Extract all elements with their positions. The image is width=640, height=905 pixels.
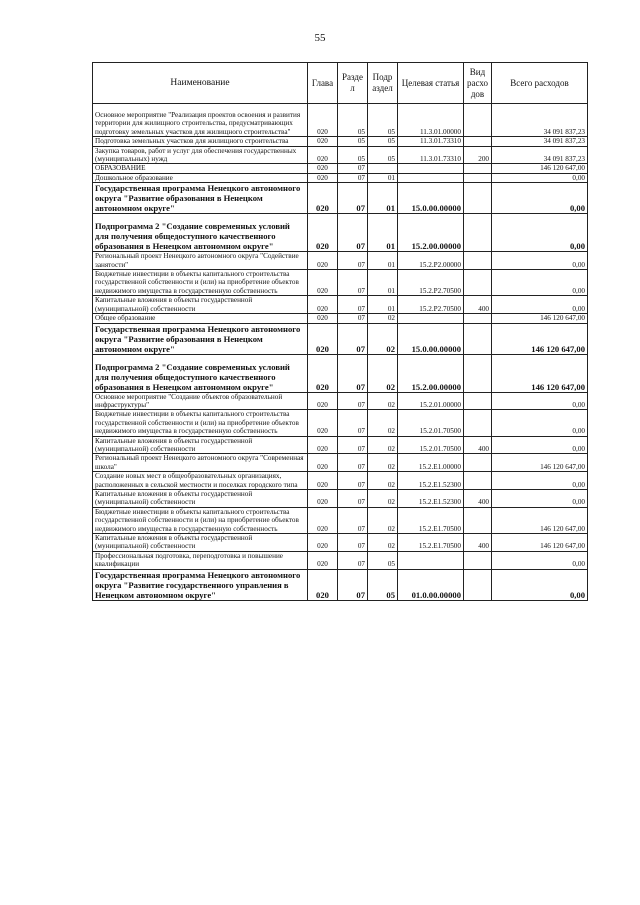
cell-name: Капитальные вложения в объекты государственной (муниципальной) собственности	[93, 489, 308, 507]
cell-glava: 020	[308, 507, 338, 533]
cell-name: Подготовка земельных участков для жилищного строительства	[93, 137, 308, 146]
cell-celevaya: 15.2.E1.52300	[398, 489, 464, 507]
cell-podrazdel: 05	[368, 569, 398, 600]
cell-podrazdel: 02	[368, 314, 398, 323]
cell-name: Основное мероприятие "Создание объектов образовательной инфраструктуры"	[93, 392, 308, 410]
cell-celevaya	[398, 551, 464, 569]
header-total: Всего расходов	[492, 63, 588, 104]
cell-total: 0,00	[492, 392, 588, 410]
cell-glava: 020	[308, 183, 338, 214]
cell-total: 0,00	[492, 183, 588, 214]
cell-glava: 020	[308, 354, 338, 392]
cell-celevaya: 15.0.00.00000	[398, 183, 464, 214]
header-row	[93, 63, 588, 104]
cell-vid	[464, 214, 492, 252]
cell-celevaya: 11.3.01.73310	[398, 137, 464, 146]
cell-glava: 020	[308, 436, 338, 454]
cell-podrazdel: 02	[368, 392, 398, 410]
header-razdel: Разде л	[338, 63, 368, 104]
cell-glava: 020	[308, 137, 338, 146]
header-glava: Глава	[308, 63, 338, 104]
cell-vid	[464, 270, 492, 296]
header-name: Наименование	[93, 63, 308, 104]
cell-vid	[464, 252, 492, 270]
cell-name: Закупка товаров, работ и услуг для обеспечения государственных (муниципальных) нужд	[93, 146, 308, 164]
cell-vid	[464, 323, 492, 354]
cell-vid	[464, 410, 492, 436]
cell-razdel: 07	[338, 534, 368, 552]
table-row	[93, 534, 588, 552]
cell-total: 0,00	[492, 472, 588, 490]
cell-vid	[464, 137, 492, 146]
table-row	[93, 410, 588, 436]
cell-glava: 020	[308, 146, 338, 164]
cell-name: ОБРАЗОВАНИЕ	[93, 164, 308, 173]
cell-glava: 020	[308, 410, 338, 436]
cell-celevaya: 15.2.01.70500	[398, 410, 464, 436]
table-row	[93, 252, 588, 270]
cell-glava: 020	[308, 323, 338, 354]
cell-total: 146 120 647,00	[492, 354, 588, 392]
cell-total: 146 120 647,00	[492, 507, 588, 533]
cell-glava: 020	[308, 472, 338, 490]
table-row	[93, 454, 588, 472]
cell-podrazdel: 01	[368, 252, 398, 270]
cell-name: Создание новых мест в общеобразовательных организациях, расположенных в сельской местности и поселках городского типа	[93, 472, 308, 490]
cell-razdel: 07	[338, 436, 368, 454]
cell-name: Бюджетные инвестиции в объекты капитального строительства государственной собственности и (или) на приобретение объектов недвижимого имущества в государственную собственность	[93, 410, 308, 436]
cell-celevaya: 15.2.00.00000	[398, 214, 464, 252]
cell-vid: 400	[464, 296, 492, 314]
table-row	[93, 173, 588, 182]
cell-vid: 200	[464, 146, 492, 164]
cell-name: Подпрограмма 2 "Создание современных условий для получения общедоступного качественного образования в Ненецком автономном округе"	[93, 354, 308, 392]
cell-glava: 020	[308, 392, 338, 410]
cell-razdel: 07	[338, 270, 368, 296]
cell-glava: 020	[308, 173, 338, 182]
table-body	[93, 104, 588, 601]
cell-podrazdel: 01	[368, 183, 398, 214]
cell-podrazdel: 05	[368, 104, 398, 137]
cell-name: Дошкольное образование	[93, 173, 308, 182]
table-row	[93, 164, 588, 173]
cell-celevaya: 11.3.01.73310	[398, 146, 464, 164]
cell-glava: 020	[308, 104, 338, 137]
cell-celevaya	[398, 164, 464, 173]
cell-glava: 020	[308, 296, 338, 314]
cell-total: 0,00	[492, 489, 588, 507]
cell-total: 146 120 647,00	[492, 314, 588, 323]
cell-total: 0,00	[492, 410, 588, 436]
cell-podrazdel: 02	[368, 410, 398, 436]
cell-podrazdel: 01	[368, 270, 398, 296]
cell-razdel: 07	[338, 472, 368, 490]
table-row	[93, 489, 588, 507]
cell-podrazdel: 02	[368, 472, 398, 490]
cell-podrazdel: 02	[368, 534, 398, 552]
cell-glava: 020	[308, 314, 338, 323]
cell-razdel: 07	[338, 551, 368, 569]
cell-total: 0,00	[492, 551, 588, 569]
cell-razdel: 05	[338, 146, 368, 164]
cell-razdel: 07	[338, 410, 368, 436]
cell-vid	[464, 104, 492, 137]
cell-vid	[464, 314, 492, 323]
cell-vid	[464, 173, 492, 182]
cell-podrazdel: 02	[368, 436, 398, 454]
cell-razdel: 07	[338, 252, 368, 270]
cell-razdel: 07	[338, 296, 368, 314]
cell-podrazdel: 02	[368, 507, 398, 533]
cell-total: 0,00	[492, 296, 588, 314]
cell-glava: 020	[308, 569, 338, 600]
cell-vid	[464, 183, 492, 214]
cell-celevaya: 15.2.P2.00000	[398, 252, 464, 270]
header-celevaya: Целевая статья	[398, 63, 464, 104]
table-row	[93, 472, 588, 490]
table-row	[93, 146, 588, 164]
cell-glava: 020	[308, 164, 338, 173]
header-podrazdel: Подр аздел	[368, 63, 398, 104]
cell-vid	[464, 392, 492, 410]
cell-celevaya: 15.2.P2.70500	[398, 296, 464, 314]
cell-celevaya	[398, 173, 464, 182]
cell-name: Общее образование	[93, 314, 308, 323]
cell-celevaya: 15.0.00.00000	[398, 323, 464, 354]
table-row	[93, 314, 588, 323]
cell-total: 0,00	[492, 270, 588, 296]
cell-celevaya: 15.2.E1.70500	[398, 534, 464, 552]
cell-celevaya: 11.3.01.00000	[398, 104, 464, 137]
cell-vid	[464, 454, 492, 472]
table-row	[93, 569, 588, 600]
cell-total: 146 120 647,00	[492, 164, 588, 173]
table-row	[93, 183, 588, 214]
cell-name: Государственная программа Ненецкого автономного округа "Развитие государственного управления в Ненецком автономном округе"	[93, 569, 308, 600]
cell-podrazdel: 05	[368, 137, 398, 146]
cell-name: Основное мероприятие "Реализация проектов освоения и развития территории для жилищного строительства, предусматривающих подготовку земельных участков для жилищного строительства"	[93, 104, 308, 137]
table-row	[93, 323, 588, 354]
cell-podrazdel: 02	[368, 454, 398, 472]
cell-celevaya: 15.2.00.00000	[398, 354, 464, 392]
cell-glava: 020	[308, 270, 338, 296]
cell-podrazdel: 02	[368, 489, 398, 507]
cell-glava: 020	[308, 489, 338, 507]
cell-vid	[464, 569, 492, 600]
table-row	[93, 392, 588, 410]
cell-podrazdel: 01	[368, 296, 398, 314]
cell-razdel: 07	[338, 354, 368, 392]
cell-vid: 400	[464, 489, 492, 507]
table-row	[93, 296, 588, 314]
cell-glava: 020	[308, 454, 338, 472]
budget-table	[92, 62, 588, 601]
cell-glava: 020	[308, 551, 338, 569]
cell-razdel: 07	[338, 392, 368, 410]
cell-celevaya: 01.0.00.00000	[398, 569, 464, 600]
cell-celevaya	[398, 314, 464, 323]
page-number: 55	[314, 32, 326, 44]
table-row	[93, 137, 588, 146]
cell-celevaya: 15.2.E1.52300	[398, 472, 464, 490]
cell-total: 0,00	[492, 569, 588, 600]
cell-name: Бюджетные инвестиции в объекты капитального строительства государственной собственности и (или) на приобретение объектов недвижимого имущества в государственную собственность	[93, 270, 308, 296]
cell-celevaya: 15.2.01.70500	[398, 436, 464, 454]
cell-razdel: 07	[338, 314, 368, 323]
cell-podrazdel: 05	[368, 146, 398, 164]
cell-celevaya: 15.2.01.00000	[398, 392, 464, 410]
cell-podrazdel: 01	[368, 173, 398, 182]
cell-vid	[464, 472, 492, 490]
table-row	[93, 104, 588, 137]
cell-name: Региональный проект Ненецкого автономного округа "Современная школа"	[93, 454, 308, 472]
cell-name: Государственная программа Ненецкого автономного округа "Развитие образования в Ненецком автономном округе"	[93, 183, 308, 214]
cell-razdel: 07	[338, 183, 368, 214]
cell-name: Капитальные вложения в объекты государственной (муниципальной) собственности	[93, 436, 308, 454]
cell-glava: 020	[308, 534, 338, 552]
cell-name: Государственная программа Ненецкого автономного округа "Развитие образования в Ненецком автономном округе"	[93, 323, 308, 354]
cell-total: 0,00	[492, 173, 588, 182]
cell-razdel: 07	[338, 323, 368, 354]
cell-celevaya: 15.2.E1.70500	[398, 507, 464, 533]
cell-celevaya: 15.2.P2.70500	[398, 270, 464, 296]
table-row	[93, 507, 588, 533]
cell-razdel: 05	[338, 104, 368, 137]
cell-glava: 020	[308, 252, 338, 270]
cell-total: 146 120 647,00	[492, 534, 588, 552]
cell-razdel: 07	[338, 489, 368, 507]
table-row	[93, 354, 588, 392]
cell-name: Профессиональная подготовка, переподготовка и повышение квалификации	[93, 551, 308, 569]
cell-vid: 400	[464, 534, 492, 552]
cell-podrazdel: 02	[368, 354, 398, 392]
cell-vid	[464, 551, 492, 569]
cell-name: Бюджетные инвестиции в объекты капитального строительства государственной собственности и (или) на приобретение объектов недвижимого имущества в государственную собственность	[93, 507, 308, 533]
cell-name: Региональный проект Ненецкого автономного округа "Содействие занятости"	[93, 252, 308, 270]
cell-razdel: 07	[338, 569, 368, 600]
cell-vid	[464, 164, 492, 173]
header-vid: Вид расхо дов	[464, 63, 492, 104]
cell-podrazdel: 05	[368, 551, 398, 569]
cell-total: 0,00	[492, 436, 588, 454]
cell-total: 0,00	[492, 252, 588, 270]
cell-total: 0,00	[492, 214, 588, 252]
table-row	[93, 270, 588, 296]
cell-total: 146 120 647,00	[492, 454, 588, 472]
cell-razdel: 07	[338, 454, 368, 472]
cell-podrazdel: 01	[368, 214, 398, 252]
cell-celevaya: 15.2.E1.00000	[398, 454, 464, 472]
cell-glava: 020	[308, 214, 338, 252]
cell-vid: 400	[464, 436, 492, 454]
table-row	[93, 551, 588, 569]
cell-vid	[464, 507, 492, 533]
cell-razdel: 05	[338, 137, 368, 146]
cell-razdel: 07	[338, 173, 368, 182]
table-row	[93, 436, 588, 454]
cell-razdel: 07	[338, 214, 368, 252]
cell-total: 34 091 837,23	[492, 146, 588, 164]
cell-razdel: 07	[338, 164, 368, 173]
cell-total: 146 120 647,00	[492, 323, 588, 354]
cell-name: Подпрограмма 2 "Создание современных условий для получения общедоступного качественного образования в Ненецком автономном округе"	[93, 214, 308, 252]
cell-total: 34 091 837,23	[492, 104, 588, 137]
table-row	[93, 214, 588, 252]
cell-podrazdel: 02	[368, 323, 398, 354]
cell-razdel: 07	[338, 507, 368, 533]
cell-name: Капитальные вложения в объекты государственной (муниципальной) собственности	[93, 296, 308, 314]
cell-name: Капитальные вложения в объекты государственной (муниципальной) собственности	[93, 534, 308, 552]
cell-podrazdel	[368, 164, 398, 173]
cell-vid	[464, 354, 492, 392]
cell-total: 34 091 837,23	[492, 137, 588, 146]
